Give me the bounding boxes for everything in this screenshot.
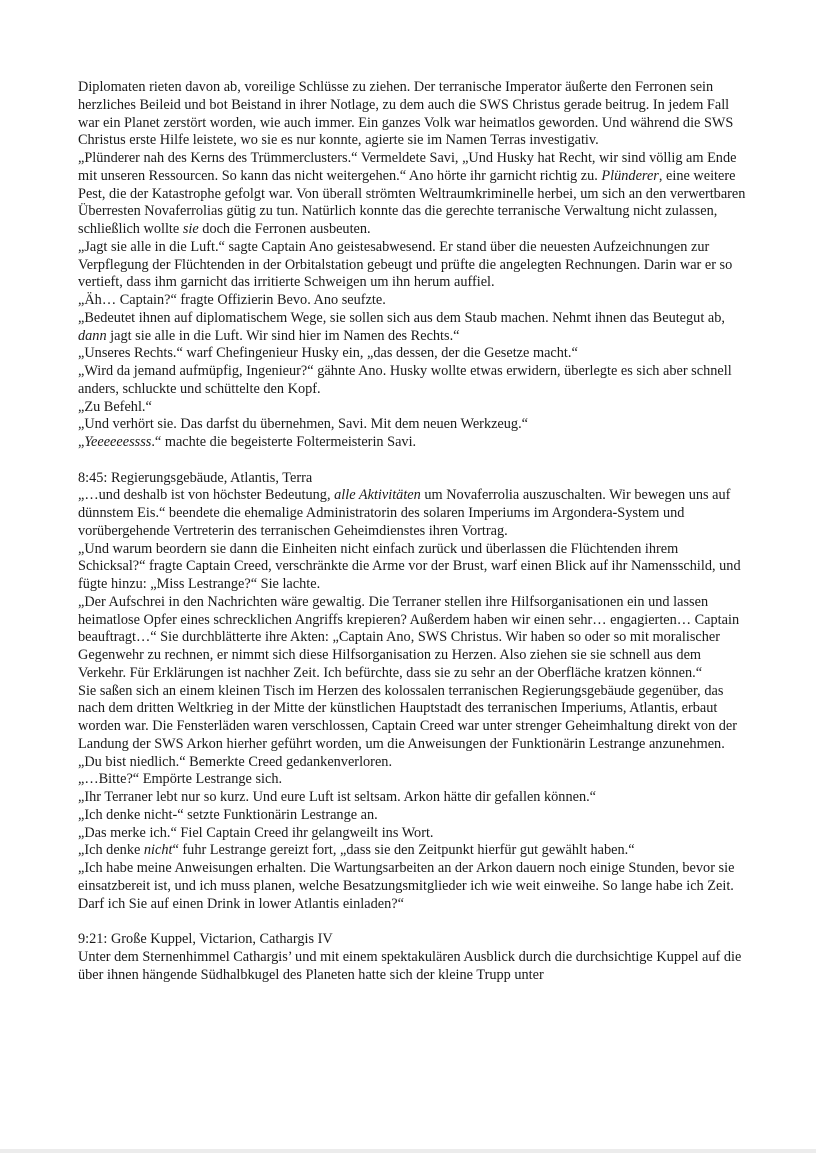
text-run: Diplomaten rieten davon ab, voreilige Schlüsse zu ziehen. Der terranische Imperator äußerte den Ferronen sein herzliches Beileid und bot Beistand in ihrer Notlage, zu dem auch die SWS Christus gerade beitrug. In jedem Fall war ein Planet zerstört worden, wie auch immer. Ein ganzes Volk war heimatlos geworden. Und während die SWS Christus erste Hilfe leistete, wo sie es nur konnte, agierte sie im Namen Terras investigativ. [78,79,734,149]
text-run: Sie saßen sich an einem kleinen Tisch im Herzen des kolossalen terranischen Regierungsgebäude gegenüber, das nach dem dritten Weltkrieg in der Mitte der künstlichen Hauptstadt des terranischen Imperiums, Atlantis, erbaut worden war. Die Fensterläden waren verschlossen, Captain Creed war unter strenger Geheimhaltung direkt von der Landung der SWS Arkon hierher geführt worden, um die Anweisungen der Funktionärin Lestrange anzunehmen. [78,682,738,752]
text-run: „Zu Befehl.“ [78,398,152,415]
paragraph [78,399,748,417]
italic-text: sie [182,221,199,237]
text-run: um Novaferrolia auszuschalten. Wir bewegen uns auf dünnstem Eis.“ beendete die ehemalige Administratorin des solaren Imperiums im Argondera-System und vorübergehende Vertreterin des terranischen Geheimdienstes ihren Vortrag. [78,487,731,539]
paragraph [78,842,748,860]
paragraph [78,487,748,540]
italic-text: Yeeeeeessss [84,434,152,450]
text-run: “ fuhr Lestrange gereizt fort, „dass sie den Zeitpunkt hierfür gut gewählt haben.“ [172,842,635,859]
text-run: „Ich denke nicht-“ setzte Funktionärin Lestrange an. [78,806,378,823]
paragraph [78,754,748,772]
paragraph [78,79,748,150]
text-run: „Unseres Rechts.“ warf Chefingenieur Husky ein, „das dessen, der die Gesetze macht.“ [78,345,578,362]
text-run: „ [78,434,85,450]
text-run: doch die Ferronen ausbeuten. [198,221,371,237]
italic-text: nicht [143,842,173,859]
paragraph [78,363,748,399]
paragraph [78,594,748,683]
paragraph [78,683,748,754]
paragraph [78,239,748,292]
text-run: jagt sie alle in die Luft. Wir sind hier im Namen des Rechts.“ [106,327,460,344]
paragraph [78,292,748,310]
text-run: .“ machte die begeisterte Foltermeisterin Savi. [151,434,417,450]
text-run: „Der Aufschrei in den Nachrichten wäre gewaltig. Die Terraner stellen ihre Hilfsorganisationen ein und lassen heimatlose Opfer eines schrecklichen Angriffs krepieren? Außerdem haben wir einen sehr… engagierten… Captain beauftragt…“ Sie durchblätterte ihre Akten: „Captain Ano, SWS Christus. Wir haben so oder so mit moralischer Gegenwehr zu rechnen, er nimmt sich diese Hilfsorganisation zu Herzen. Also ziehen sie sie schnell aus dem Verkehr. Für Erklärungen ist nachher Zeit. Ich befürchte, dass sie zu sehr an der Oberfläche kratzen können.“ [78,593,740,681]
paragraph [78,931,748,949]
text-run: „Äh… Captain?“ fragte Offizierin Bevo. Ano seufzte. [78,292,386,308]
document-page [78,79,748,984]
text-run: „Du bist niedlich.“ Bemerkte Creed gedankenverloren. [78,753,393,770]
text-run: „Wird da jemand aufmüpfig, Ingenieur?“ gähnte Ano. Husky wollte etwas erwidern, überlegte es sich aber schnell anders, schluckte und schüttelte den Kopf. [78,363,732,397]
paragraph [78,310,748,346]
text-run: , eine weitere Pest, die der Katastrophe gefolgt war. Von überall strömten Weltraumkriminelle herbei, um sich an den verwertbaren Überresten Novaferrolias gütig zu tun. Natürlich konnte das die gerechte terranische Verwaltung nicht zulassen, schließlich wollte [78,167,746,237]
italic-text: Plünderer [601,167,659,184]
paragraph [78,825,748,843]
paragraph [78,860,748,913]
text-run: 8:45: Regierungsgebäude, Atlantis, Terra [78,469,313,486]
text-run: „Bedeutet ihnen auf diplomatischem Wege, sie sollen sich aus dem Staub machen. Nehmt ihnen das Beutegut ab, [78,309,725,326]
text-run: „Ich habe meine Anweisungen erhalten. Die Wartungsarbeiten an der Arkon dauern noch einige Stunden, bevor sie einsatzbereit ist, und ich muss planen, welche Besatzungsmitglieder ich wie weit einweihe. So lange habe ich Zeit. Darf ich Sie auf einen Drink in lower Atlantis einladen?“ [78,860,735,912]
italic-text: dann [78,327,107,344]
paragraph [78,150,748,239]
text-run: „Jagt sie alle in die Luft.“ sagte Captain Ano geistesabwesend. Er stand über die neuesten Aufzeichnungen zur Verpflegung der Flüchtenden in der Orbitalstation gebeugt und prüfte die angelegten Rechnungen. Darin war er so vertieft, dass ihm garnicht das irritierte Schweigen um ihn herum auffiel. [78,238,733,291]
text-run: Unter dem Sternenhimmel Cathargis’ und mit einem spektakulären Ausblick durch die durchsichtige Kuppel auf die über ihnen hängende Südhalbkugel des Planeten hatte sich der kleine Trupp unter [78,948,742,983]
paragraph [78,345,748,363]
text-run: „Und verhört sie. Das darfst du übernehmen, Savi. Mit dem neuen Werkzeug.“ [78,416,528,433]
section-gap [78,452,748,470]
paragraph [78,949,748,985]
section-gap [78,913,748,931]
text-run: „Und warum beordern sie dann die Einheiten nicht einfach zurück und überlassen die Flüchtenden ihrem Schicksal?“ fragte Captain Creed, verschränkte die Arme vor der Brust, warf einen Blick auf ihr Namensschild, und fügte hinzu: „Miss Lestrange?“ Sie lachte. [78,540,741,592]
paragraph [78,789,748,807]
paragraph [78,470,748,488]
paragraph [78,807,748,825]
paragraph [78,434,748,452]
paragraph [78,771,748,789]
paragraph [78,416,748,434]
paragraph [78,541,748,594]
text-run: „Das merke ich.“ Fiel Captain Creed ihr gelangweilt ins Wort. [78,824,434,841]
text-run: 9:21: Große Kuppel, Victarion, Cathargis IV [78,931,333,947]
text-run: „…und deshalb ist von höchster Bedeutung, [78,487,335,504]
text-run: „Ihr Terraner lebt nur so kurz. Und eure Luft ist seltsam. Arkon hätte dir gefallen können.“ [78,789,597,805]
italic-text: alle Aktivitäten [334,487,421,504]
text-run: „…Bitte?“ Empörte Lestrange sich. [78,771,283,788]
page-bottom-edge [0,1149,816,1153]
text-run: „Ich denke [78,842,144,859]
text-run: „Plünderer nah des Kerns des Trümmerclusters.“ Vermeldete Savi, „Und Husky hat Recht, wir sind völlig am Ende mit unseren Ressourcen. So kann das nicht weitergehen.“ Ano hörte ihr garnicht richtig zu. [78,150,737,184]
